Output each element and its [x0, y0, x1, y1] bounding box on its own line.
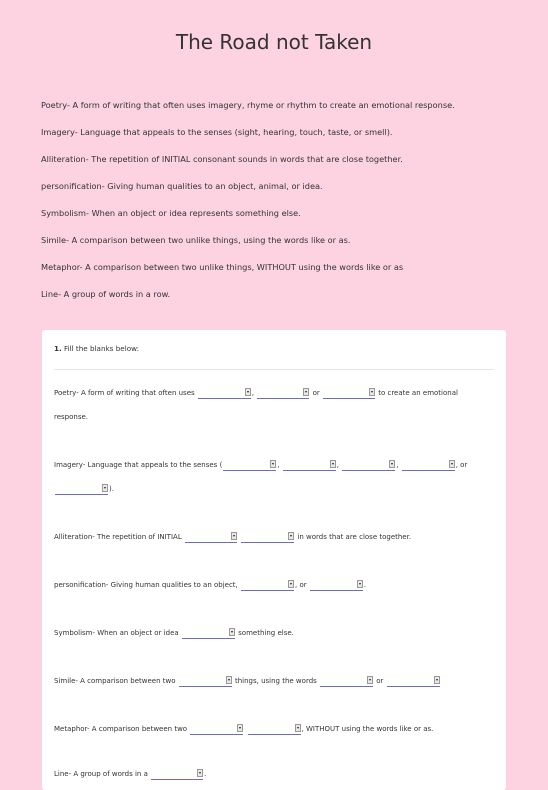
- row-alliteration: [54, 525, 494, 549]
- definition-personification: personification- Giving human qualities to an object, animal, or idea.: [41, 181, 323, 191]
- definitions-list: [41, 100, 511, 316]
- chevron-down-icon: [295, 724, 301, 732]
- divider: [54, 369, 494, 370]
- row-text: ,: [251, 389, 255, 397]
- row-text: or: [312, 389, 320, 397]
- row-text: Alliteration- The repetition of INITIAL: [54, 533, 182, 541]
- question-header: [54, 344, 139, 353]
- row-poetry: [54, 381, 494, 429]
- chevron-down-icon: [237, 724, 243, 732]
- row-text: .: [363, 581, 367, 589]
- chevron-down-icon: [245, 388, 251, 396]
- blank-dropdown[interactable]: [151, 769, 203, 780]
- definition-line: Line- A group of words in a row.: [41, 289, 171, 299]
- definition-metaphor: Metaphor- A comparison between two unlike things, WITHOUT using the words like or as: [41, 262, 404, 272]
- chevron-down-icon: [389, 460, 395, 468]
- definition-imagery: Imagery- Language that appeals to the senses (sight, hearing, touch, taste, or smell).: [41, 127, 393, 137]
- chevron-down-icon: [226, 676, 232, 684]
- blank-dropdown[interactable]: [257, 388, 309, 399]
- blank-dropdown[interactable]: [190, 724, 243, 735]
- blank-dropdown[interactable]: [223, 460, 276, 471]
- row-text: Symbolism- When an object or idea: [54, 629, 179, 637]
- row-text: , or: [455, 461, 468, 469]
- definition-alliteration: Alliteration- The repetition of INITIAL consonant sounds in words that are close together.: [41, 154, 403, 164]
- row-text: Imagery- Language that appeals to the senses: [54, 461, 218, 469]
- blank-dropdown[interactable]: [323, 388, 375, 399]
- blank-dropdown[interactable]: [241, 532, 294, 543]
- chevron-down-icon: [231, 532, 237, 540]
- question-prompt: Fill the blanks below:: [64, 344, 139, 353]
- row-text: , or: [295, 581, 307, 589]
- row-text: in words that are close together.: [297, 533, 412, 541]
- definition-symbolism: Symbolism- When an object or idea represents something else.: [41, 208, 301, 218]
- row-text: something else.: [238, 629, 294, 637]
- blank-dropdown[interactable]: [241, 580, 294, 591]
- row-text: Simile- A comparison between two: [54, 677, 176, 685]
- chevron-down-icon: [229, 628, 235, 636]
- row-symbolism: [54, 621, 494, 645]
- chevron-down-icon: [303, 388, 309, 396]
- row-text: Line- A group of words in a: [54, 770, 148, 778]
- question-number: 1.: [54, 344, 62, 353]
- row-text: ,: [396, 461, 399, 469]
- blank-dropdown[interactable]: [182, 628, 235, 639]
- blank-dropdown[interactable]: [179, 676, 232, 687]
- row-text: , WITHOUT using the words like or as.: [301, 725, 434, 733]
- chevron-down-icon: [288, 532, 294, 540]
- blank-dropdown[interactable]: [198, 388, 251, 399]
- chevron-down-icon: [270, 460, 276, 468]
- row-text: ,: [277, 461, 280, 469]
- row-text: Poetry- A form of writing that often uses: [54, 389, 195, 397]
- blank-dropdown[interactable]: [320, 676, 373, 687]
- row-text: .: [204, 770, 207, 778]
- chevron-down-icon: [102, 484, 108, 492]
- blank-dropdown[interactable]: [248, 724, 301, 735]
- chevron-down-icon: [288, 580, 294, 588]
- blank-dropdown[interactable]: [402, 460, 455, 471]
- row-text: (: [219, 461, 223, 469]
- blank-dropdown[interactable]: [283, 460, 336, 471]
- row-text: personification- Giving human qualities to an object,: [54, 581, 238, 589]
- chevron-down-icon: [330, 460, 336, 468]
- row-simile: [54, 669, 494, 693]
- row-metaphor: [54, 717, 494, 741]
- blank-dropdown[interactable]: [55, 484, 108, 495]
- chevron-down-icon: [369, 388, 375, 396]
- chevron-down-icon: [449, 460, 455, 468]
- row-text: ).: [109, 485, 114, 493]
- definition-poetry: Poetry- A form of writing that often uses imagery, rhyme or rhythm to create an emotional response.: [41, 100, 455, 110]
- chevron-down-icon: [434, 676, 440, 684]
- row-text: response.: [54, 413, 89, 421]
- chevron-down-icon: [197, 769, 203, 777]
- row-text: Metaphor- A comparison between two: [54, 725, 188, 733]
- row-text: to create an emotional: [378, 389, 458, 397]
- chevron-down-icon: [357, 580, 363, 588]
- blank-dropdown[interactable]: [185, 532, 237, 543]
- definition-simile: Simile- A comparison between two unlike things, using the words like or as.: [41, 235, 351, 245]
- blank-dropdown[interactable]: [387, 676, 440, 687]
- row-text: ,: [336, 461, 339, 469]
- row-text: things, using the words: [234, 677, 317, 685]
- row-imagery: [54, 453, 494, 501]
- blank-dropdown[interactable]: [342, 460, 395, 471]
- row-personification: [54, 573, 494, 597]
- page-title: The Road not Taken: [175, 30, 373, 54]
- question-card: [42, 330, 506, 790]
- blank-dropdown[interactable]: [310, 580, 363, 591]
- row-text: or: [376, 677, 384, 685]
- row-line: [54, 762, 494, 786]
- chevron-down-icon: [367, 676, 373, 684]
